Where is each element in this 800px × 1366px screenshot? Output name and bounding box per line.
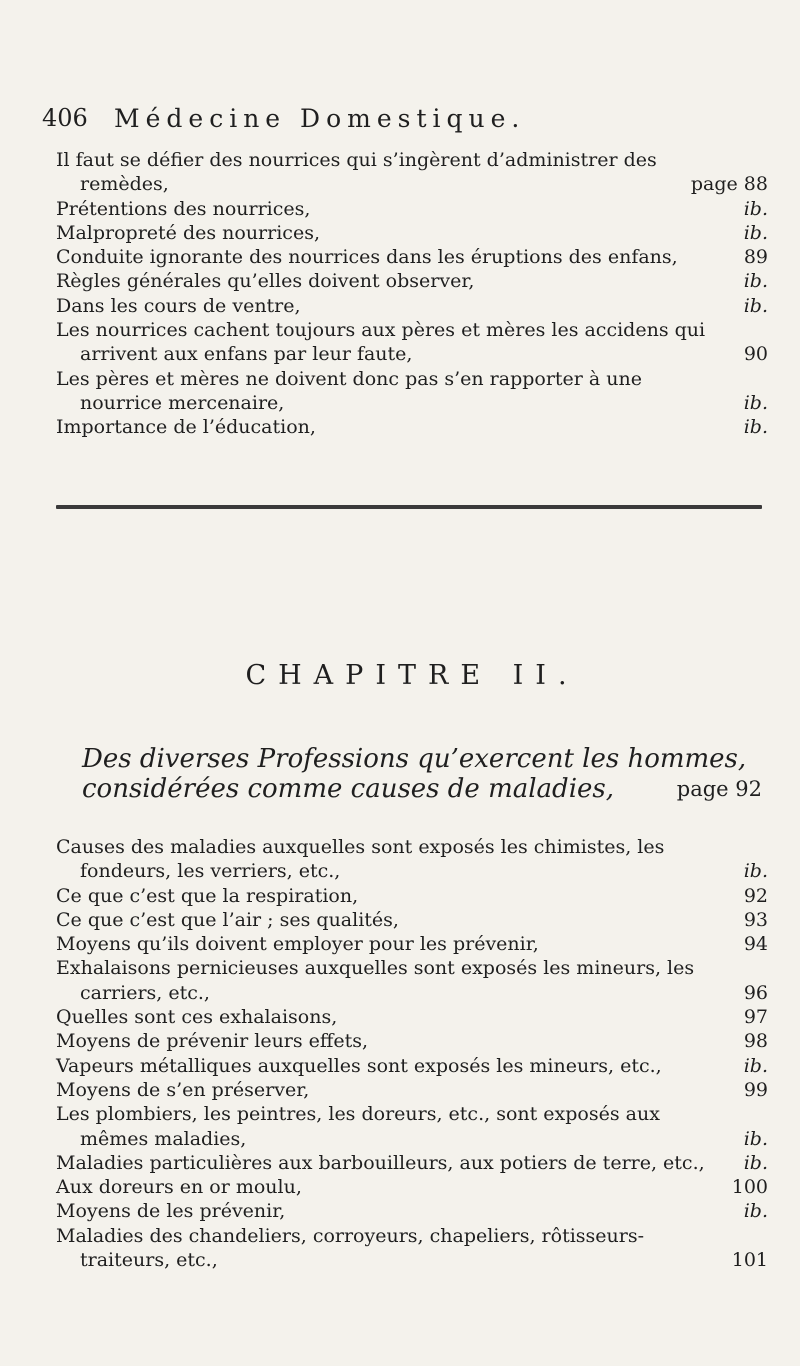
contents-entry-page: ib. xyxy=(743,270,768,293)
contents-entry xyxy=(56,908,768,932)
contents-entry-text: Importance de l’éducation, xyxy=(56,416,316,439)
contents-entry-page: ib. xyxy=(743,197,768,220)
contents-entry-page: 101 xyxy=(731,1249,768,1272)
contents-entry-page: 90 xyxy=(743,343,768,366)
contents-entry-page: 89 xyxy=(743,246,768,269)
contents-entry xyxy=(56,956,768,1005)
contents-entry-text: Dans les cours de ventre, xyxy=(56,294,301,317)
contents-entry-text: Quelles sont ces exhalaisons, xyxy=(56,1006,338,1029)
contents-list-chapter xyxy=(56,835,768,1272)
contents-entry-text: Il faut se défier des nourrices qui s’ingèrent d’administrer des remèdes, xyxy=(56,149,657,196)
contents-entry-text: Malpropreté des nourrices, xyxy=(56,221,320,244)
contents-entry xyxy=(56,318,768,367)
contents-entry xyxy=(56,884,768,908)
contents-entry-text: Moyens de les prévenir, xyxy=(56,1200,286,1223)
contents-entry-page: 96 xyxy=(743,981,768,1004)
contents-entry-page: 99 xyxy=(743,1078,768,1101)
contents-entry xyxy=(56,294,768,318)
contents-entry xyxy=(56,835,768,884)
contents-entry xyxy=(56,1175,768,1199)
contents-entry-text: Vapeurs métalliques auxquelles sont exposés les mineurs, etc., xyxy=(56,1054,662,1077)
contents-entry xyxy=(56,367,768,416)
contents-entry-text: Moyens de prévenir leurs effets, xyxy=(56,1030,369,1053)
contents-entry xyxy=(56,1224,768,1273)
contents-entry-page: ib. xyxy=(743,1200,768,1223)
contents-entry xyxy=(56,1102,768,1151)
contents-entry-page: 93 xyxy=(743,908,768,931)
contents-entry xyxy=(56,1078,768,1102)
contents-entry-text: Exhalaisons pernicieuses auxquelles sont exposés les mineurs, les carriers, etc., xyxy=(56,957,695,1004)
page-number: 406 xyxy=(42,104,88,132)
contents-entry xyxy=(56,245,768,269)
contents-entry xyxy=(56,197,768,221)
contents-entry xyxy=(56,148,768,197)
contents-entry-page: 94 xyxy=(743,933,768,956)
contents-entry-page: ib. xyxy=(743,294,768,317)
contents-entry-text: Causes des maladies auxquelles sont exposés les chimistes, les fondeurs, les verriers, etc., xyxy=(56,836,665,883)
contents-entry-page: 98 xyxy=(743,1030,768,1053)
contents-entry-text: Règles générales qu’elles doivent observer, xyxy=(56,270,475,293)
chapter-subtitle xyxy=(82,744,762,804)
contents-entry-text: Moyens qu’ils doivent employer pour les prévenir, xyxy=(56,933,539,956)
chapter-divider-rule xyxy=(56,505,762,509)
chapter-subtitle-text: Des diverses Professions qu’exercent les hommes, considérées comme causes de maladies, xyxy=(82,744,747,804)
contents-entry xyxy=(56,221,768,245)
contents-list-top xyxy=(56,148,768,440)
contents-entry-page: ib. xyxy=(743,416,768,439)
contents-entry-page: ib. xyxy=(743,860,768,883)
contents-entry-text: Les pères et mères ne doivent donc pas s’en rapporter à une nourrice mercenaire, xyxy=(56,367,643,414)
contents-entry-text: Maladies particulières aux barbouilleurs, aux potiers de terre, etc., xyxy=(56,1151,705,1174)
contents-entry xyxy=(56,1029,768,1053)
contents-entry-page: ib. xyxy=(743,1054,768,1077)
contents-entry-page: ib. xyxy=(743,221,768,244)
contents-entry-text: Moyens de s’en préserver, xyxy=(56,1078,310,1101)
contents-entry xyxy=(56,269,768,293)
contents-entry-page: page 88 xyxy=(690,173,768,196)
contents-entry-page: ib. xyxy=(743,391,768,414)
chapter-subtitle-page: page 92 xyxy=(676,777,762,801)
page-header xyxy=(42,104,762,140)
contents-entry-page: ib. xyxy=(743,1127,768,1150)
contents-entry-text: Prétentions des nourrices, xyxy=(56,197,311,220)
contents-entry-text: Maladies des chandeliers, corroyeurs, chapeliers, rôtisseurs-traiteurs, etc., xyxy=(56,1224,645,1272)
contents-entry-page: 100 xyxy=(731,1176,768,1199)
running-title: Médecine Domestique. xyxy=(114,104,526,133)
contents-entry xyxy=(56,1199,768,1223)
contents-entry xyxy=(56,415,768,439)
contents-entry-text: Ce que c’est que la respiration, xyxy=(56,884,359,907)
contents-entry-text: Les nourrices cachent toujours aux pères et mères les accidens qui arrivent aux enfans par leur faute, xyxy=(56,319,706,366)
contents-entry-text: Conduite ignorante des nourrices dans les éruptions des enfans, xyxy=(56,246,678,269)
contents-entry xyxy=(56,1151,768,1175)
contents-entry-text: Les plombiers, les peintres, les doreurs, etc., sont exposés aux mêmes maladies, xyxy=(56,1103,660,1150)
contents-entry-page: 92 xyxy=(743,884,768,907)
contents-entry-text: Ce que c’est que l’air ; ses qualités, xyxy=(56,908,399,931)
contents-entry xyxy=(56,1005,768,1029)
contents-entry-page: 97 xyxy=(743,1006,768,1029)
contents-entry xyxy=(56,932,768,956)
contents-entry-text: Aux doreurs en or moulu, xyxy=(56,1176,302,1199)
contents-entry-page: ib. xyxy=(743,1151,768,1174)
contents-entry xyxy=(56,1054,768,1078)
chapter-heading: CHAPITRE II. xyxy=(245,660,579,691)
